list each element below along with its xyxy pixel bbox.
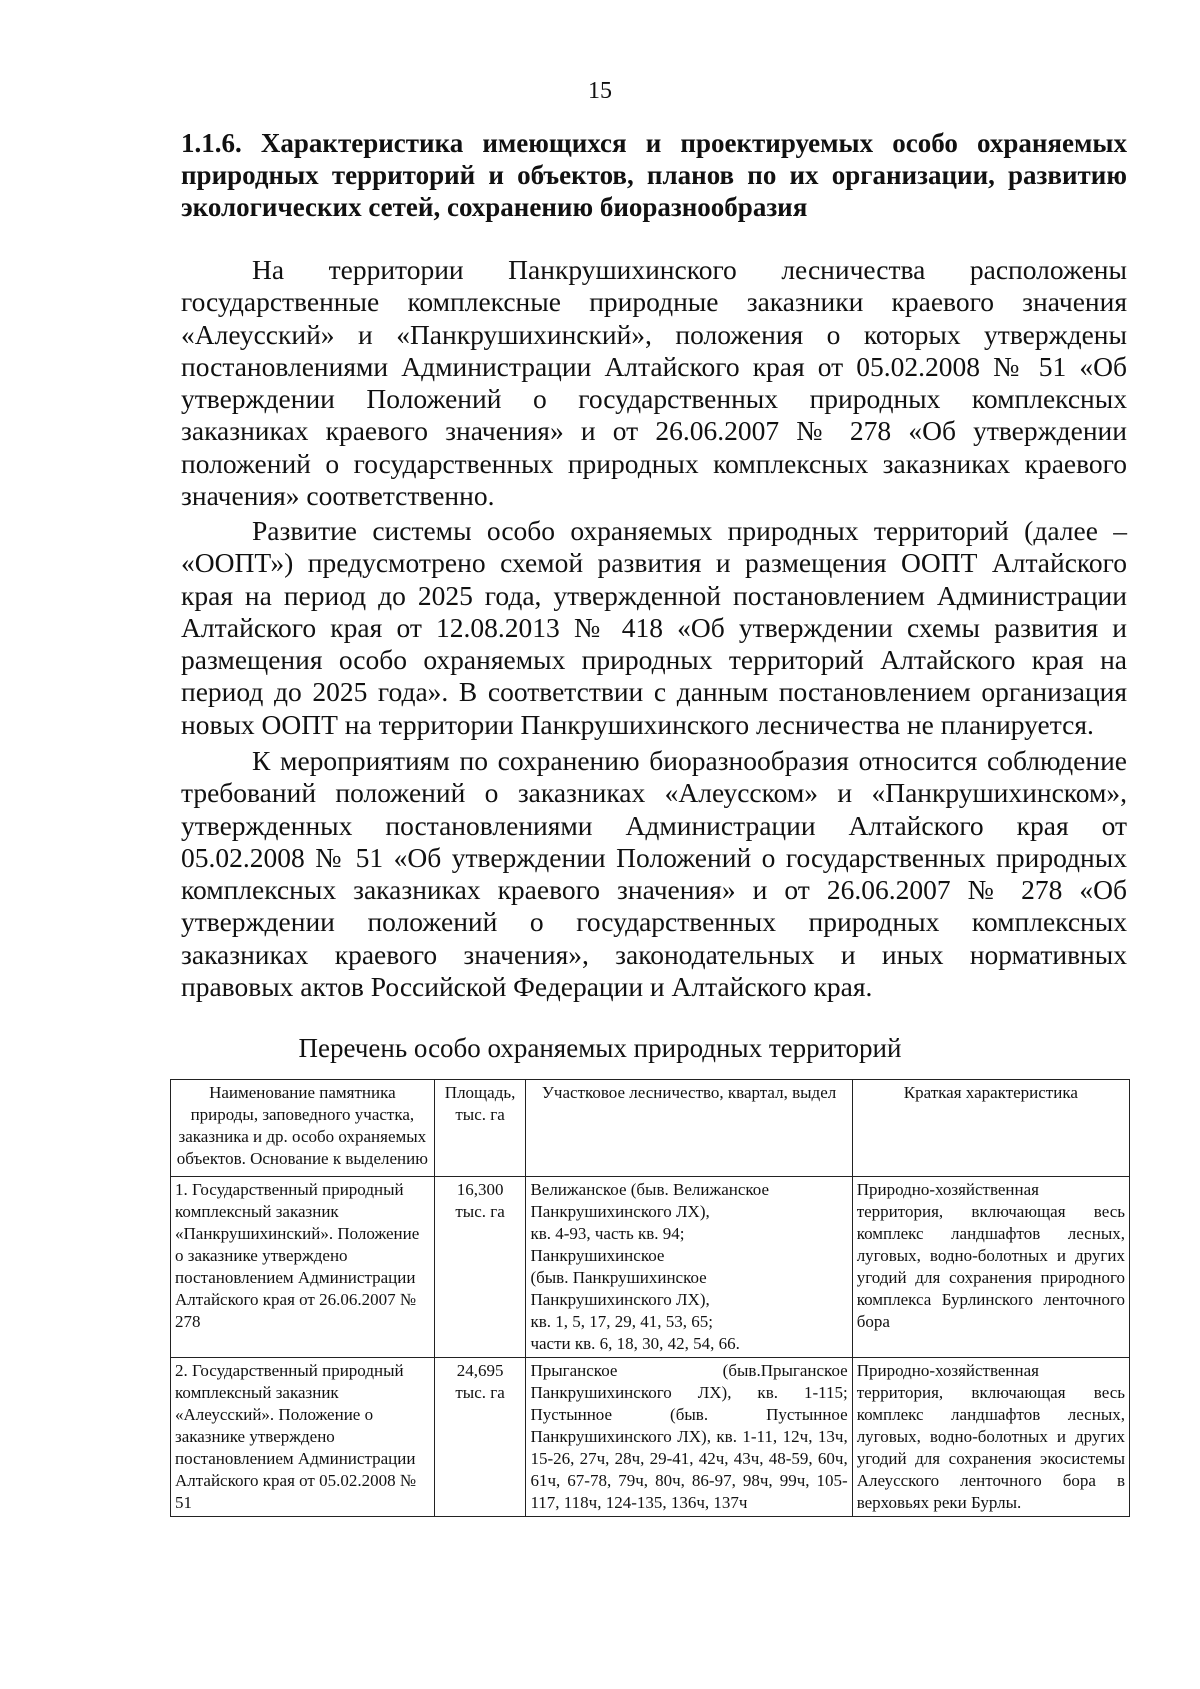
row-2-description: Природно-хозяйственная территория, включающая весь комплекс ландшафтов лесных, луговых, водно-болотных и других угодий для сохранения экосистемы Алеусского ленточного бора в верховьях реки Бурлы. xyxy=(852,1358,1129,1517)
table-header-row xyxy=(171,1080,1130,1177)
row-1-forestry-line: кв. 4-93, часть кв. 94; xyxy=(530,1224,685,1243)
row-2-name: 2. Государственный природный комплексный заказник «Алеусский». Положение о заказнике утверждено постановлением Администрации Алтайского края от 05.02.2008 № 51 xyxy=(171,1358,435,1517)
paragraph-1: На территории Панкрушихинского лесничества расположены государственные комплексные природные заказники краевого значения «Алеусский» и «Панкрушихинский», положения о которых утверждены постановлениями Администрации Алтайского края от 05.02.2008 № 51 «Об утверждении Положений о государственных природных комплексных заказниках краевого значения» и от 26.06.2007 № 278 «Об утверждении положений о государственных природных комплексных заказниках краевого значения» соответственно. xyxy=(181,254,1127,512)
row-1-area xyxy=(434,1177,526,1358)
table-row xyxy=(171,1358,1130,1517)
header-name: Наименование памятника природы, заповедного участка, заказника и др. особо охраняемых объектов. Основание к выделению xyxy=(171,1080,435,1177)
row-1-forestry-line: Панкрушихинское xyxy=(530,1246,665,1265)
row-1-area-value: 16,300 xyxy=(456,1180,504,1199)
row-1-forestry-line: части кв. 6, 18, 30, 42, 54, 66. xyxy=(530,1334,740,1353)
row-1-description: Природно-хозяйственная территория, включающая весь комплекс ландшафтов лесных, луговых, водно-болотных и других угодий для сохранения природного комплекса Бурлинского ленточного бора xyxy=(852,1177,1129,1358)
row-1-forestry-line: кв. 1, 5, 17, 29, 41, 53, 65; xyxy=(530,1312,713,1331)
table-caption: Перечень особо охраняемых природных территорий xyxy=(298,1033,902,1063)
row-1-area-unit: тыс. га xyxy=(455,1202,505,1221)
table-row xyxy=(171,1177,1130,1358)
protected-areas-table xyxy=(170,1079,1130,1517)
row-2-forestry: Прыганское (быв.Прыганское Панкрушихинского ЛХ), кв. 1-115; Пустынное (быв. Пустынное Панкрушихинского ЛХ), кв. 1-11, 12ч, 13ч, 15-26, 27ч, 28ч, 29-41, 42ч, 43ч, 48-59, 60ч, 61ч, 67-78, 79ч, 80ч, 86-97, 98ч, 99ч, 105-117, 118ч, 124-135, 136ч, 137ч xyxy=(526,1358,852,1517)
section-heading: 1.1.6. Характеристика имеющихся и проектируемых особо охраняемых природных территорий и объектов, планов по их организации, развитию экологических сетей, сохранению биоразнообразия xyxy=(181,128,1127,222)
row-1-forestry-line: Велижанское (быв. Велижанское Панкрушихинского ЛХ), xyxy=(530,1180,770,1221)
row-2-area-value: 24,695 xyxy=(456,1361,504,1380)
row-1-forestry-line: (быв. Панкрушихинское Панкрушихинского ЛХ), xyxy=(530,1268,710,1309)
page-number: 15 xyxy=(588,78,612,104)
paragraph-2: Развитие системы особо охраняемых природных территорий (далее – «ООПТ») предусмотрено схемой развития и размещения ООПТ Алтайского края на период до 2025 года, утвержденной постановлением Администрации Алтайского края от 12.08.2013 № 418 «Об утверждении схемы развития и размещения особо охраняемых природных территорий Алтайского края на период до 2025 года». В соответствии с данным постановлением организация новых ООПТ на территории Панкрушихинского лесничества не планируется. xyxy=(181,515,1127,740)
header-description: Краткая характеристика xyxy=(852,1080,1129,1177)
row-2-area xyxy=(434,1358,526,1517)
header-area: Площадь, тыс. га xyxy=(434,1080,526,1177)
paragraph-3: К мероприятиям по сохранению биоразнообразия относится соблюдение требований положений о заказниках «Алеусском» и «Панкрушихинском», утвержденных постановлениями Администрации Алтайского края от 05.02.2008 № 51 «Об утверждении Положений о государственных природных комплексных заказниках краевого значения» и от 26.06.2007 № 278 «Об утверждении положений о государственных природных комплексных заказниках краевого значения», законодательных и иных нормативных правовых актов Российской Федерации и Алтайского края. xyxy=(181,745,1127,1003)
row-1-forestry xyxy=(526,1177,852,1358)
row-2-area-unit: тыс. га xyxy=(455,1383,505,1402)
row-1-name: 1. Государственный природный комплексный заказник «Панкрушихинский». Положение о заказнике утверждено постановлением Администрации Алтайского края от 26.06.2007 № 278 xyxy=(171,1177,435,1358)
header-forestry: Участковое лесничество, квартал, выдел xyxy=(526,1080,852,1177)
